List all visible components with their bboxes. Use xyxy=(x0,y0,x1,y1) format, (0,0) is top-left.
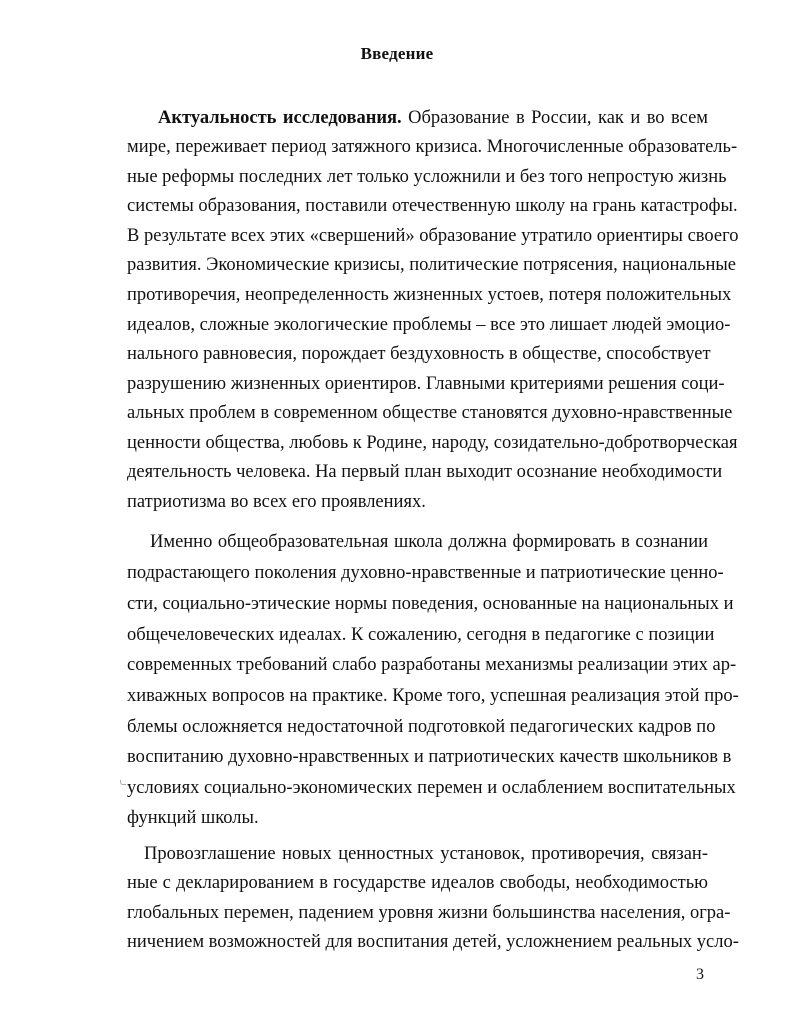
text-line: ные с декларированием в государстве идеалов свободы, необходимостью xyxy=(127,873,708,893)
text-line: деятельность человека. На первый план выходит осознание необходимости xyxy=(127,462,723,482)
text-line: разрушению жизненных ориентиров. Главными критериями решения соци- xyxy=(127,374,725,394)
text-run: Образование в России, как и во всем xyxy=(401,108,708,128)
text-line: условиях социально-экономических перемен и ослаблением воспитательных xyxy=(127,778,736,798)
text-line: глобальных перемен, падением уровня жизни большинства населения, огра- xyxy=(127,903,731,923)
text-line: ценности общества, любовь к Родине, народу, созидательно-добротворческая xyxy=(127,433,738,453)
text-line: современных требований слабо разработаны механизмы реализации этих ар- xyxy=(127,655,737,675)
text-line: идеалов, сложные экологические проблемы – все это лишает людей эмоцио- xyxy=(127,315,731,335)
text-line: хиважных вопросов на практике. Кроме того, успешная реализация этой про- xyxy=(127,686,739,706)
text-line: ничением возможностей для воспитания детей, усложнением реальных усло- xyxy=(127,932,739,952)
text-line: подрастающего поколения духовно-нравственные и патриотические ценно- xyxy=(127,563,724,583)
text-line: мире, переживает период затяжного кризиса. Многочисленные образователь- xyxy=(127,137,738,157)
page-title: Введение xyxy=(360,44,434,63)
text-line: ные реформы последних лет только усложнили и без того непростую жизнь xyxy=(127,167,727,187)
text-line: общечеловеческих идеалах. К сожалению, сегодня в педагогике с позиции xyxy=(127,625,715,645)
text-line: В результате всех этих «свершений» образование утратило ориентиры своего xyxy=(127,226,739,246)
page-number: 3 xyxy=(696,966,704,983)
text-line: противоречия, неопределенность жизненных устоев, потеря положительных xyxy=(127,285,732,305)
text-line: функций школы. xyxy=(127,808,259,828)
text-line: альных проблем в современном обществе становятся духовно-нравственные xyxy=(127,403,733,423)
text-line: развития. Экономические кризисы, политические потрясения, национальные xyxy=(127,255,736,275)
text-line xyxy=(158,103,708,133)
scan-artifact xyxy=(120,780,126,785)
text-line: нального равновесия, порождает бездуховность в обществе, способствует xyxy=(127,344,711,364)
text-line: Провозглашение новых ценностных установок, противоречия, связан- xyxy=(144,844,708,864)
text-line: системы образования, поставили отечественную школу на грань катастрофы. xyxy=(127,196,738,216)
text-line: воспитанию духовно-нравственных и патриотических качеств школьников в xyxy=(127,747,732,767)
lead-heading: Актуальность исследования. xyxy=(158,108,402,128)
text-line: сти, социально-этические нормы поведения, основанные на национальных и xyxy=(127,594,734,614)
text-line: Именно общеобразовательная школа должна формировать в сознании xyxy=(150,532,708,552)
text-line: патриотизма во всех его проявлениях. xyxy=(127,492,426,512)
text-line: блемы осложняется недостаточной подготовкой педагогических кадров по xyxy=(127,717,716,737)
